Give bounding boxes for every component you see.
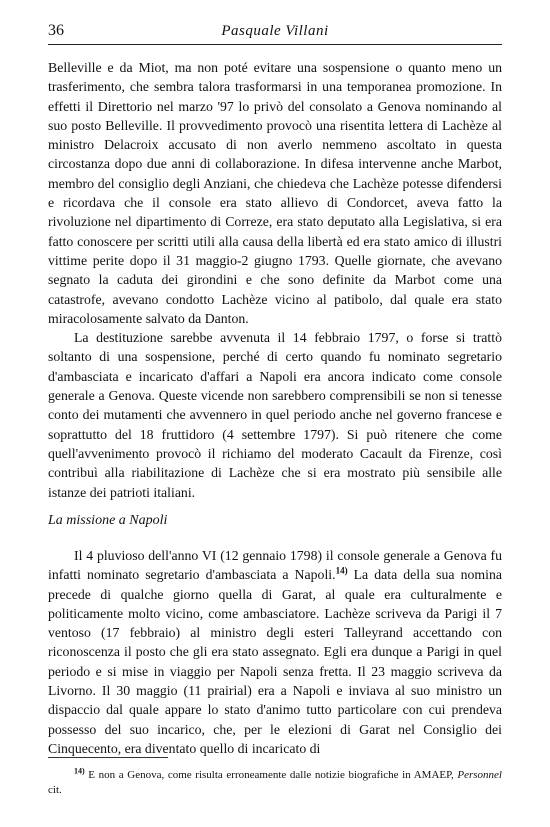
footnote-text: E non a Genova, come risulta erroneamente dalle notizie biografiche in AMAEP, — [84, 769, 458, 781]
paragraph-3-start: Il 4 pluvioso dell'anno VI (12 gennaio 1798) il console generale a Genova fu infatti nominato segretario d'ambasciata a Napoli. — [48, 548, 502, 583]
section-body — [48, 546, 502, 758]
footnote-divider — [48, 757, 168, 758]
paragraph-3-rest: La data della sua nomina precede di qualche giorno quella di Garat, al quale era culturalmente e politicamente molto vicino, come ambasciatore. Lachèze scriveva da Parigi il 7 ventoso (17 febbraio) al ministro degli esteri Talleyrand accettando con riconoscenza il posto che gli era stato assegnato. Egli era dunque a Parigi in quel periodo e si mise in viaggio per Napoli senza fretta. Il 23 maggio scriveva da Livorno. Il 30 maggio (11 prairial) era a Napoli e inviava al suo ministro un dispaccio dal quale appare lo stato d'animo tutto particolare con cui prendeva possesso del suo incarico, che, per le elezioni di Garat nel Consiglio dei Cinquecento, era diventato quello di incaricato di — [48, 567, 502, 756]
footnote-number: 14) — [74, 766, 85, 776]
paragraph-2: La destituzione sarebbe avvenuta il 14 febbraio 1797, o forse si trattò soltanto di una sospensione, perché di certo quando fu nominato segretario d'ambasciata e incaricato d'affari a Napoli era ancora indicato come console generale a Genova. Queste vicende non sarebbero comprensibili se non si tenesse conto dei mutamenti che avvennero in quel periodo anche nel governo francese e soprattutto del 18 fruttidoro (4 settembre 1797). Si può ritenere che come quell'avvenimento provocò il richiamo del moderato Cacault da Firenze, così contribuì alla riabilitazione di Lachèze che si era mostrato più sensibile alle istanze dei patrioti italiani. — [48, 330, 502, 500]
paragraph-1: Belleville e da Miot, ma non poté evitare una sospensione o quanto meno un trasferimento, che sembra talora trasformarsi in una temporanea promozione. In effetti il Direttorio nel marzo '97 lo privò del consolato a Genova nominando al suo posto Belleville. Il provvedimento provocò una risentita lettera di Lachèze al ministro Delacroix accusato di non averlo nemmeno ascoltato in questa circostanza dopo due anni di collaborazione. In difesa intervenne anche Marbot, membro del consiglio degli Anziani, che chiedeva che Lachèze potesse difendersi e ricordava che il console era stato allievo di Condorcet, aveva fatto la rivoluzione nel dipartimento di Correze, era stato deputato alla Legislativa, si era fatto conoscere per scritti utili alla causa della libertà ed era stato amico di illustri vittime perite dopo il 31 maggio-2 giugno 1793. Quelle giornate, che avevano segnato la caduta dei girondini e che sono definite da Marbot come una catastrofe, avevano condotto Lachèze vicino al patibolo, dal quale era stato miracolosamente salvato da Danton. — [48, 60, 502, 326]
footnote-reference[interactable]: 14) — [335, 565, 348, 576]
footnote-suffix: cit. — [48, 784, 62, 796]
section-heading: La missione a Napoli — [48, 513, 168, 528]
running-head: Pasquale Villani — [221, 23, 329, 39]
page-header — [48, 22, 502, 45]
footnote-source: Personnel — [457, 769, 502, 781]
footnote — [48, 768, 502, 798]
paragraph-3 — [48, 546, 502, 758]
body-text — [48, 58, 502, 502]
page-number: 36 — [48, 22, 64, 39]
